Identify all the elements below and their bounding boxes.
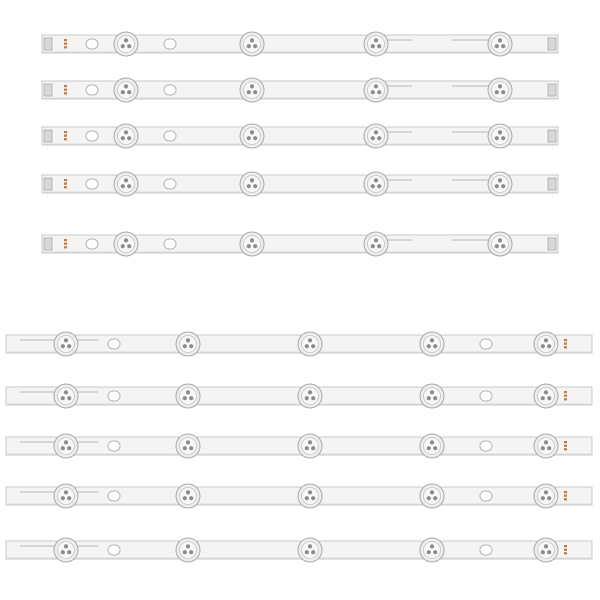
- led-lobe: [374, 38, 378, 42]
- led-lobe: [183, 550, 187, 554]
- led-lobe: [433, 496, 437, 500]
- led-lobe: [127, 184, 131, 188]
- led-lobe: [430, 490, 434, 494]
- led-lobe: [374, 238, 378, 242]
- led-lens: [364, 124, 388, 148]
- led-lobe: [495, 244, 499, 248]
- led-lobe: [433, 550, 437, 554]
- led-lens: [176, 332, 200, 356]
- led-lens: [534, 332, 558, 356]
- led-lens: [176, 538, 200, 562]
- led-center: [545, 445, 547, 447]
- mounting-slot: [480, 545, 492, 555]
- led-center: [65, 549, 67, 551]
- led-lobe: [67, 396, 71, 400]
- led-lobe: [430, 544, 434, 548]
- led-lobe: [127, 90, 131, 94]
- led-lobe: [305, 550, 309, 554]
- led-lobe: [311, 344, 315, 348]
- mounting-slot: [164, 39, 176, 49]
- led-lens: [240, 78, 264, 102]
- led-lobe: [64, 544, 68, 548]
- led-lens: [176, 484, 200, 508]
- led-lens: [488, 32, 512, 56]
- solder-pad: [64, 138, 67, 140]
- mounting-slot: [480, 491, 492, 501]
- solder-pad: [64, 92, 67, 94]
- mounting-slot: [86, 131, 98, 141]
- led-lens: [364, 32, 388, 56]
- led-lobe: [305, 496, 309, 500]
- connector: [548, 178, 556, 190]
- connector: [548, 84, 556, 96]
- connector: [548, 130, 556, 142]
- mounting-slot: [108, 339, 120, 349]
- led-center: [431, 495, 433, 497]
- led-lobe: [124, 238, 128, 242]
- led-lobe: [64, 338, 68, 342]
- solder-pad: [64, 135, 67, 137]
- led-center: [545, 495, 547, 497]
- led-lobe: [501, 90, 505, 94]
- led-lens: [298, 434, 322, 458]
- led-lobe: [253, 90, 257, 94]
- led-lobe: [247, 244, 251, 248]
- led-lobe: [547, 550, 551, 554]
- led-lobe: [189, 396, 193, 400]
- mounting-slot: [86, 85, 98, 95]
- mounting-slot: [480, 441, 492, 451]
- connector: [44, 178, 52, 190]
- led-lobe: [541, 550, 545, 554]
- led-lobe: [127, 44, 131, 48]
- led-lens: [534, 434, 558, 458]
- led-lens: [240, 124, 264, 148]
- solder-pad: [64, 131, 67, 133]
- solder-pad: [564, 552, 567, 554]
- led-lens: [176, 384, 200, 408]
- led-lobe: [61, 396, 65, 400]
- led-center: [65, 343, 67, 345]
- led-lobe: [64, 490, 68, 494]
- led-center: [499, 135, 501, 137]
- led-lobe: [121, 184, 125, 188]
- led-lobe: [498, 38, 502, 42]
- solder-pad: [564, 448, 567, 450]
- led-lobe: [127, 244, 131, 248]
- led-lobe: [501, 44, 505, 48]
- solder-pad: [64, 39, 67, 41]
- led-center: [375, 135, 377, 137]
- mounting-slot: [108, 441, 120, 451]
- led-lobe: [544, 338, 548, 342]
- led-lobe: [495, 44, 499, 48]
- led-center: [125, 183, 127, 185]
- led-lens: [298, 538, 322, 562]
- led-center: [251, 243, 253, 245]
- led-lobe: [541, 396, 545, 400]
- led-center: [187, 495, 189, 497]
- led-center: [187, 343, 189, 345]
- led-lobe: [427, 446, 431, 450]
- connector: [548, 38, 556, 50]
- upper-led-strip: [42, 124, 558, 148]
- led-center: [251, 183, 253, 185]
- led-lobe: [186, 338, 190, 342]
- led-center: [251, 43, 253, 45]
- led-lobe: [374, 178, 378, 182]
- led-lobe: [64, 390, 68, 394]
- led-lens: [240, 232, 264, 256]
- led-lobe: [501, 184, 505, 188]
- mounting-slot: [164, 131, 176, 141]
- led-lobe: [183, 446, 187, 450]
- mounting-slot: [108, 545, 120, 555]
- led-lobe: [430, 338, 434, 342]
- led-lobe: [308, 440, 312, 444]
- solder-pad: [64, 243, 67, 245]
- led-lens: [298, 332, 322, 356]
- led-lobe: [311, 496, 315, 500]
- led-lens: [176, 434, 200, 458]
- solder-pad: [564, 495, 567, 497]
- solder-pad: [64, 183, 67, 185]
- solder-pad: [64, 89, 67, 91]
- led-lobe: [547, 496, 551, 500]
- led-lens: [54, 384, 78, 408]
- led-center: [375, 243, 377, 245]
- led-center: [499, 183, 501, 185]
- led-center: [65, 495, 67, 497]
- led-lobe: [371, 90, 375, 94]
- led-lobe: [186, 390, 190, 394]
- led-lobe: [427, 344, 431, 348]
- mounting-slot: [86, 179, 98, 189]
- led-lobe: [311, 396, 315, 400]
- solder-pad: [564, 346, 567, 348]
- led-lobe: [541, 496, 545, 500]
- led-lobe: [183, 396, 187, 400]
- solder-pad: [564, 498, 567, 500]
- led-lobe: [541, 344, 545, 348]
- led-lobe: [498, 238, 502, 242]
- led-center: [375, 183, 377, 185]
- solder-pad: [564, 441, 567, 443]
- led-lens: [54, 484, 78, 508]
- led-lobe: [305, 446, 309, 450]
- led-lobe: [544, 440, 548, 444]
- led-lens: [240, 32, 264, 56]
- led-lobe: [308, 390, 312, 394]
- led-lobe: [377, 90, 381, 94]
- mounting-slot: [480, 391, 492, 401]
- led-lens: [534, 384, 558, 408]
- led-lobe: [308, 490, 312, 494]
- led-lens: [534, 484, 558, 508]
- led-center: [309, 495, 311, 497]
- mounting-slot: [164, 239, 176, 249]
- led-lobe: [311, 550, 315, 554]
- led-lens: [114, 232, 138, 256]
- led-lobe: [121, 244, 125, 248]
- led-lobe: [186, 440, 190, 444]
- lower-led-strip: [6, 332, 592, 356]
- led-center: [187, 549, 189, 551]
- led-lobe: [253, 244, 257, 248]
- led-lobe: [377, 184, 381, 188]
- led-lobe: [183, 344, 187, 348]
- led-lobe: [250, 130, 254, 134]
- led-lobe: [61, 550, 65, 554]
- led-lobe: [121, 44, 125, 48]
- led-lens: [54, 332, 78, 356]
- led-lobe: [124, 84, 128, 88]
- led-lobe: [308, 544, 312, 548]
- led-center: [545, 395, 547, 397]
- solder-pad: [64, 85, 67, 87]
- led-lobe: [311, 446, 315, 450]
- led-lobe: [374, 84, 378, 88]
- led-center: [309, 395, 311, 397]
- led-lobe: [67, 344, 71, 348]
- led-lens: [488, 232, 512, 256]
- led-lobe: [121, 90, 125, 94]
- led-lens: [114, 172, 138, 196]
- led-lobe: [433, 446, 437, 450]
- led-center: [375, 43, 377, 45]
- led-center: [309, 343, 311, 345]
- upper-led-strip: [42, 172, 558, 196]
- led-lens: [54, 538, 78, 562]
- led-lobe: [250, 84, 254, 88]
- led-lens: [114, 124, 138, 148]
- led-lens: [420, 384, 444, 408]
- led-lobe: [427, 550, 431, 554]
- led-lobe: [250, 238, 254, 242]
- led-center: [545, 549, 547, 551]
- led-center: [65, 395, 67, 397]
- upper-led-strip: [42, 78, 558, 102]
- led-lobe: [371, 244, 375, 248]
- led-lobe: [501, 244, 505, 248]
- led-lobe: [124, 38, 128, 42]
- lower-led-strip: [6, 538, 592, 562]
- led-lobe: [61, 344, 65, 348]
- led-lobe: [544, 390, 548, 394]
- led-lobe: [253, 136, 257, 140]
- led-lens: [420, 332, 444, 356]
- led-lobe: [430, 390, 434, 394]
- led-lobe: [498, 178, 502, 182]
- led-lens: [54, 434, 78, 458]
- solder-pad: [564, 339, 567, 341]
- led-lobe: [498, 84, 502, 88]
- led-lobe: [308, 338, 312, 342]
- led-center: [499, 243, 501, 245]
- led-lens: [364, 232, 388, 256]
- led-center: [375, 89, 377, 91]
- led-lens: [298, 384, 322, 408]
- connector: [548, 238, 556, 250]
- led-center: [125, 243, 127, 245]
- led-lobe: [64, 440, 68, 444]
- led-lobe: [124, 178, 128, 182]
- upper-led-strip: [42, 232, 558, 256]
- solder-pad: [564, 398, 567, 400]
- led-lens: [420, 538, 444, 562]
- led-center: [251, 135, 253, 137]
- led-lobe: [498, 130, 502, 134]
- led-lobe: [430, 440, 434, 444]
- led-lobe: [183, 496, 187, 500]
- mounting-slot: [480, 339, 492, 349]
- connector: [44, 238, 52, 250]
- led-lens: [488, 78, 512, 102]
- mounting-slot: [164, 85, 176, 95]
- led-lobe: [247, 136, 251, 140]
- led-lobe: [121, 136, 125, 140]
- solder-pad: [564, 445, 567, 447]
- led-lobe: [377, 136, 381, 140]
- led-lobe: [433, 396, 437, 400]
- led-lens: [420, 434, 444, 458]
- lower-led-strip: [6, 384, 592, 408]
- led-center: [187, 445, 189, 447]
- led-lobe: [189, 344, 193, 348]
- led-lobe: [371, 184, 375, 188]
- mounting-slot: [86, 39, 98, 49]
- led-lobe: [189, 496, 193, 500]
- led-center: [309, 549, 311, 551]
- led-center: [125, 135, 127, 137]
- solder-pad: [64, 246, 67, 248]
- led-lobe: [189, 446, 193, 450]
- lower-led-strip: [6, 434, 592, 458]
- connector: [44, 130, 52, 142]
- led-center: [125, 89, 127, 91]
- led-lobe: [305, 396, 309, 400]
- solder-pad: [64, 186, 67, 188]
- solder-pad: [64, 239, 67, 241]
- led-center: [499, 89, 501, 91]
- led-lens: [298, 484, 322, 508]
- solder-pad: [564, 549, 567, 551]
- mounting-slot: [164, 179, 176, 189]
- solder-pad: [64, 46, 67, 48]
- led-center: [309, 445, 311, 447]
- solder-pad: [564, 343, 567, 345]
- led-lobe: [67, 550, 71, 554]
- led-lobe: [427, 396, 431, 400]
- led-lobe: [371, 44, 375, 48]
- led-lobe: [61, 446, 65, 450]
- led-lobe: [127, 136, 131, 140]
- led-lobe: [427, 496, 431, 500]
- upper-led-strip: [42, 32, 558, 56]
- led-lobe: [67, 496, 71, 500]
- led-lens: [364, 78, 388, 102]
- led-center: [545, 343, 547, 345]
- lower-led-strip: [6, 484, 592, 508]
- led-lobe: [186, 490, 190, 494]
- solder-pad: [564, 395, 567, 397]
- solder-pad: [564, 391, 567, 393]
- led-center: [431, 395, 433, 397]
- led-lobe: [247, 184, 251, 188]
- led-lobe: [547, 446, 551, 450]
- led-lobe: [253, 184, 257, 188]
- led-lobe: [189, 550, 193, 554]
- led-center: [431, 343, 433, 345]
- led-lens: [364, 172, 388, 196]
- solder-pad: [64, 43, 67, 45]
- led-lobe: [495, 184, 499, 188]
- led-lens: [488, 124, 512, 148]
- led-center: [431, 549, 433, 551]
- mounting-slot: [108, 491, 120, 501]
- led-lobe: [67, 446, 71, 450]
- led-lobe: [305, 344, 309, 348]
- led-lobe: [547, 396, 551, 400]
- led-lobe: [541, 446, 545, 450]
- led-lens: [420, 484, 444, 508]
- led-lobe: [377, 44, 381, 48]
- led-lens: [488, 172, 512, 196]
- solder-pad: [564, 491, 567, 493]
- led-lobe: [495, 90, 499, 94]
- led-lobe: [547, 344, 551, 348]
- led-lobe: [186, 544, 190, 548]
- led-lobe: [371, 136, 375, 140]
- led-lobe: [433, 344, 437, 348]
- led-lobe: [495, 136, 499, 140]
- led-lobe: [61, 496, 65, 500]
- led-lobe: [247, 44, 251, 48]
- led-lobe: [253, 44, 257, 48]
- connector: [44, 84, 52, 96]
- connector: [44, 38, 52, 50]
- led-lens: [534, 538, 558, 562]
- mounting-slot: [108, 391, 120, 401]
- led-lobe: [124, 130, 128, 134]
- led-center: [65, 445, 67, 447]
- led-center: [125, 43, 127, 45]
- led-lens: [240, 172, 264, 196]
- mounting-slot: [86, 239, 98, 249]
- solder-pad: [64, 179, 67, 181]
- led-lobe: [374, 130, 378, 134]
- led-lens: [114, 32, 138, 56]
- led-lobe: [250, 178, 254, 182]
- led-lobe: [501, 136, 505, 140]
- led-lobe: [544, 490, 548, 494]
- led-center: [499, 43, 501, 45]
- led-lens: [114, 78, 138, 102]
- led-center: [187, 395, 189, 397]
- led-lobe: [544, 544, 548, 548]
- led-center: [431, 445, 433, 447]
- led-center: [251, 89, 253, 91]
- solder-pad: [564, 545, 567, 547]
- led-lobe: [250, 38, 254, 42]
- led-lobe: [247, 90, 251, 94]
- led-lobe: [377, 244, 381, 248]
